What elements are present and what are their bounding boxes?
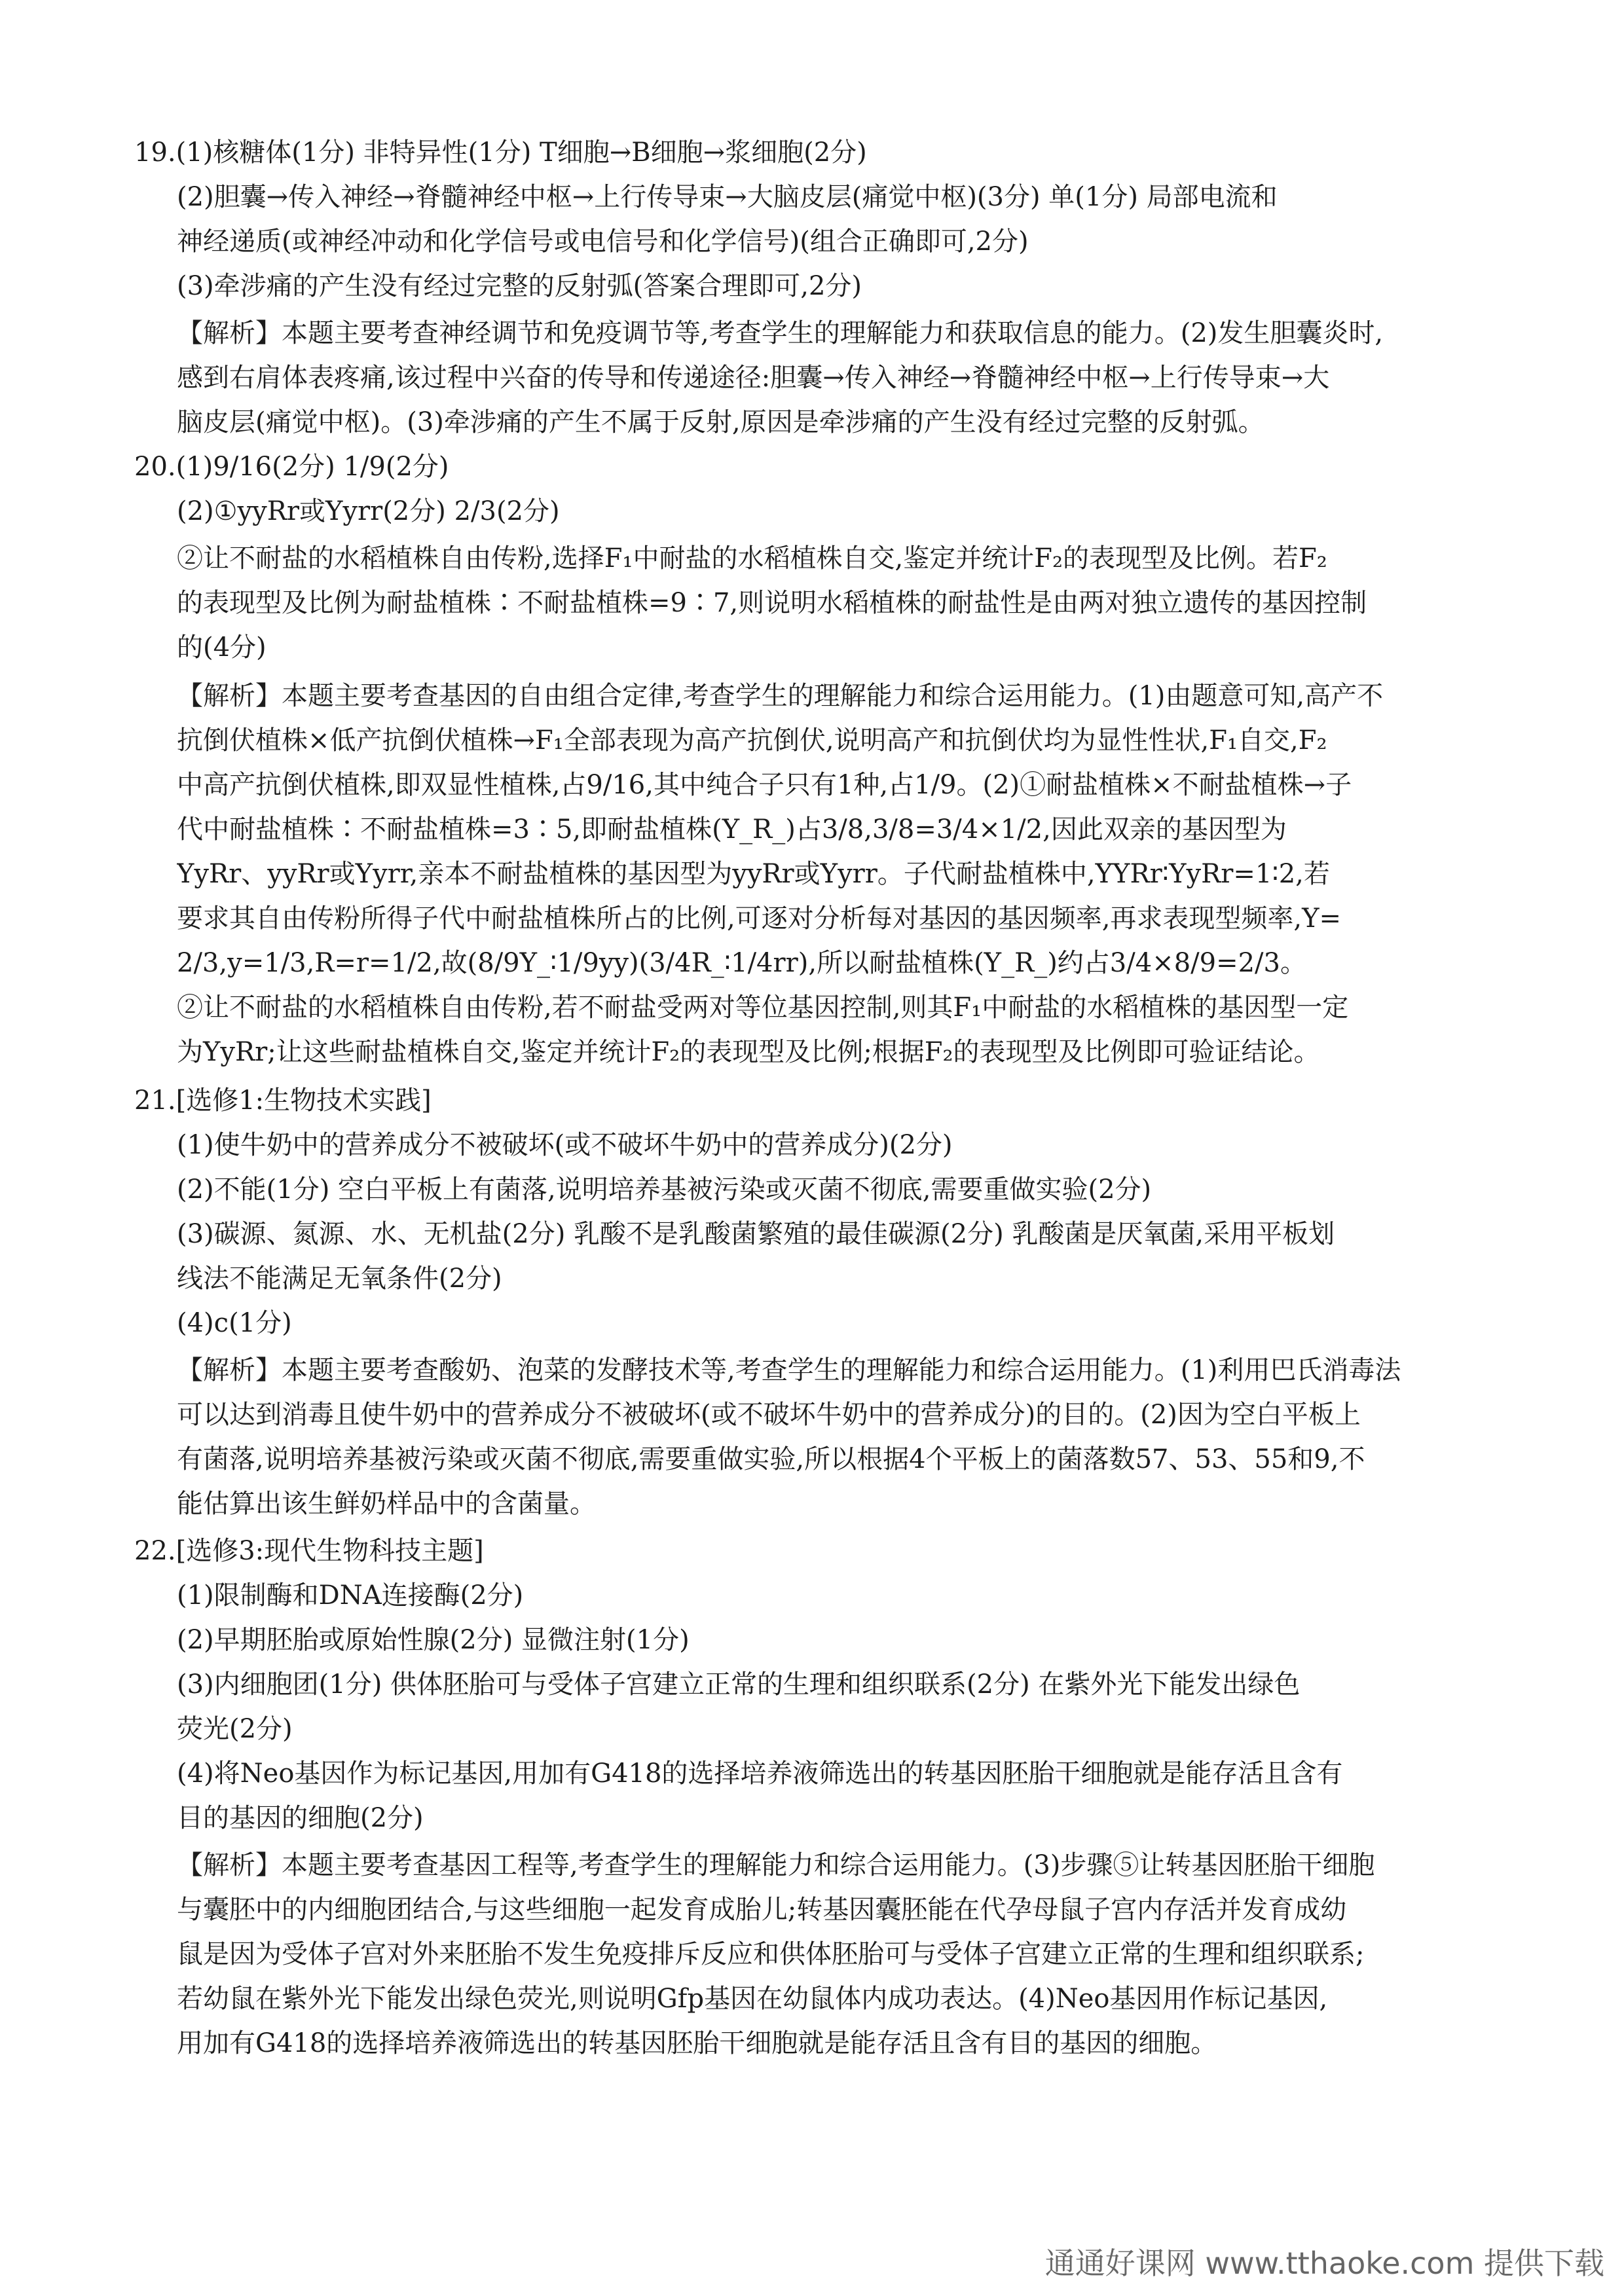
answer-line: (3)碳源、氮源、水、无机盐(2分) 乳酸不是乳酸菌繁殖的最佳碳源(2分) 乳酸菌是厌氧菌,采用平板划 — [177, 1219, 1335, 1249]
question-heading: 22.[选修3:现代生物科技主题] — [134, 1536, 484, 1566]
answer-line: 能估算出该生鲜奶样品中的含菌量。 — [177, 1489, 596, 1519]
answer-line: (1)使牛奶中的营养成分不被破坏(或不破坏牛奶中的营养成分)(2分) — [177, 1130, 953, 1160]
answer-line: 2/3,y=1/3,R=r=1/2,故(8/9Y_∶1/9yy)(3/4R_∶1/4rr),所以耐盐植株(Y_R_)约占3/4×8/9=2/3。 — [177, 948, 1306, 978]
analysis-line: 【解析】本题主要考查神经调节和免疫调节等,考查学生的理解能力和获取信息的能力。(2)发生胆囊炎时, — [177, 318, 1384, 348]
answer-line: (3)牵涉痛的产生没有经过完整的反射弧(答案合理即可,2分) — [177, 271, 862, 301]
question-heading: 19.(1)核糖体(1分) 非特异性(1分) T细胞→B细胞→浆细胞(2分) — [134, 137, 867, 168]
answer-line: 中高产抗倒伏植株,即双显性植株,占9/16,其中纯合子只有1种,占1/9。(2)①耐盐植株×不耐盐植株→子 — [177, 770, 1352, 800]
answer-line: 脑皮层(痛觉中枢)。(3)牵涉痛的产生不属于反射,原因是牵涉痛的产生没有经过完整的反射弧。 — [177, 407, 1264, 437]
answer-line: 为YyRr;让这些耐盐植株自交,鉴定并统计F₂的表现型及比例;根据F₂的表现型及比例即可验证结论。 — [177, 1037, 1320, 1067]
answer-line: 荧光(2分) — [177, 1714, 293, 1744]
answer-line: (1)限制酶和DNA连接酶(2分) — [177, 1580, 524, 1611]
answer-line: 代中耐盐植株∶不耐盐植株=3∶5,即耐盐植株(Y_R_)占3/8,3/8=3/4×1/2,因此双亲的基因型为 — [177, 814, 1287, 845]
analysis-line: 【解析】本题主要考查基因的自由组合定律,考查学生的理解能力和综合运用能力。(1)由题意可知,高产不 — [177, 681, 1384, 711]
answer-line: (4)将Neo基因作为标记基因,用加有G418的选择培养液筛选出的转基因胚胎干细胞就是能存活且含有 — [177, 1758, 1343, 1789]
answer-line: 要求其自由传粉所得子代中耐盐植株所占的比例,可逐对分析每对基因的基因频率,再求表现型频率,Y= — [177, 903, 1342, 934]
answer-line: 线法不能满足无氧条件(2分) — [177, 1264, 502, 1294]
answer-line: ②让不耐盐的水稻植株自由传粉,若不耐盐受两对等位基因控制,则其F₁中耐盐的水稻植株的基因型一定 — [177, 993, 1349, 1023]
analysis-line: 【解析】本题主要考查酸奶、泡菜的发酵技术等,考查学生的理解能力和综合运用能力。(1)利用巴氏消毒法 — [177, 1355, 1401, 1385]
answer-line: 神经递质(或神经冲动和化学信号或电信号和化学信号)(组合正确即可,2分) — [177, 227, 1029, 257]
answer-line: 鼠是因为受体子宫对外来胚胎不发生免疫排斥反应和供体胚胎可与受体子宫建立正常的生理和组织联系; — [177, 1939, 1365, 1969]
answer-line: (2)早期胚胎或原始性腺(2分) 显微注射(1分) — [177, 1625, 690, 1655]
question-heading: 21.[选修1:生物技术实践] — [134, 1085, 432, 1116]
answer-line: (2)①yyRr或Yyrr(2分) 2/3(2分) — [177, 496, 560, 526]
answer-line: 的表现型及比例为耐盐植株∶不耐盐植株=9∶7,则说明水稻植株的耐盐性是由两对独立遗传的基因控制 — [177, 588, 1367, 618]
answer-line: (2)不能(1分) 空白平板上有菌落,说明培养基被污染或灭菌不彻底,需要重做实验(2分) — [177, 1175, 1152, 1205]
answer-line: 感到右肩体表疼痛,该过程中兴奋的传导和传递途径:胆囊→传入神经→脊髓神经中枢→上行传导束→大 — [177, 363, 1330, 393]
answer-line: (4)c(1分) — [177, 1308, 292, 1338]
answer-line: 有菌落,说明培养基被污染或灭菌不彻底,需要重做实验,所以根据4个平板上的菌落数57、53、55和9,不 — [177, 1444, 1365, 1474]
answer-line: (3)内细胞团(1分) 供体胚胎可与受体子宫建立正常的生理和组织联系(2分) 在紫外光下能发出绿色 — [177, 1669, 1301, 1700]
answer-line: 的(4分) — [177, 632, 267, 663]
answer-line: 目的基因的细胞(2分) — [177, 1803, 424, 1833]
answer-line: 抗倒伏植株×低产抗倒伏植株→F₁全部表现为高产抗倒伏,说明高产和抗倒伏均为显性性状,F₁自交,F₂ — [177, 725, 1327, 756]
answer-line: 与囊胚中的内细胞团结合,与这些细胞一起发育成胎儿;转基因囊胚能在代孕母鼠子宫内存活并发育成幼 — [177, 1895, 1347, 1925]
answer-line: 若幼鼠在紫外光下能发出绿色荧光,则说明Gfp基因在幼鼠体内成功表达。(4)Neo基因用作标记基因, — [177, 1984, 1328, 2014]
answer-line: 用加有G418的选择培养液筛选出的转基因胚胎干细胞就是能存活且含有目的基因的细胞。 — [177, 2028, 1217, 2058]
question-heading: 20.(1)9/16(2分) 1/9(2分) — [134, 452, 449, 482]
watermark-footer: 通通好课网 www.tthaoke.com 提供下载 — [1044, 2246, 1604, 2281]
answer-line: (2)胆囊→传入神经→脊髓神经中枢→上行传导束→大脑皮层(痛觉中枢)(3分) 单(1分) 局部电流和 — [177, 182, 1278, 212]
analysis-line: 【解析】本题主要考查基因工程等,考查学生的理解能力和综合运用能力。(3)步骤⑤让转基因胚胎干细胞 — [177, 1850, 1375, 1880]
answer-line: ②让不耐盐的水稻植株自由传粉,选择F₁中耐盐的水稻植株自交,鉴定并统计F₂的表现型及比例。若F₂ — [177, 543, 1327, 574]
answer-line: YyRr、yyRr或Yyrr,亲本不耐盐植株的基因型为yyRr或Yyrr。子代耐盐植株中,YYRr∶YyRr=1∶2,若 — [177, 859, 1330, 889]
answer-line: 可以达到消毒且使牛奶中的营养成分不被破坏(或不破坏牛奶中的营养成分)的目的。(2)因为空白平板上 — [177, 1400, 1361, 1430]
